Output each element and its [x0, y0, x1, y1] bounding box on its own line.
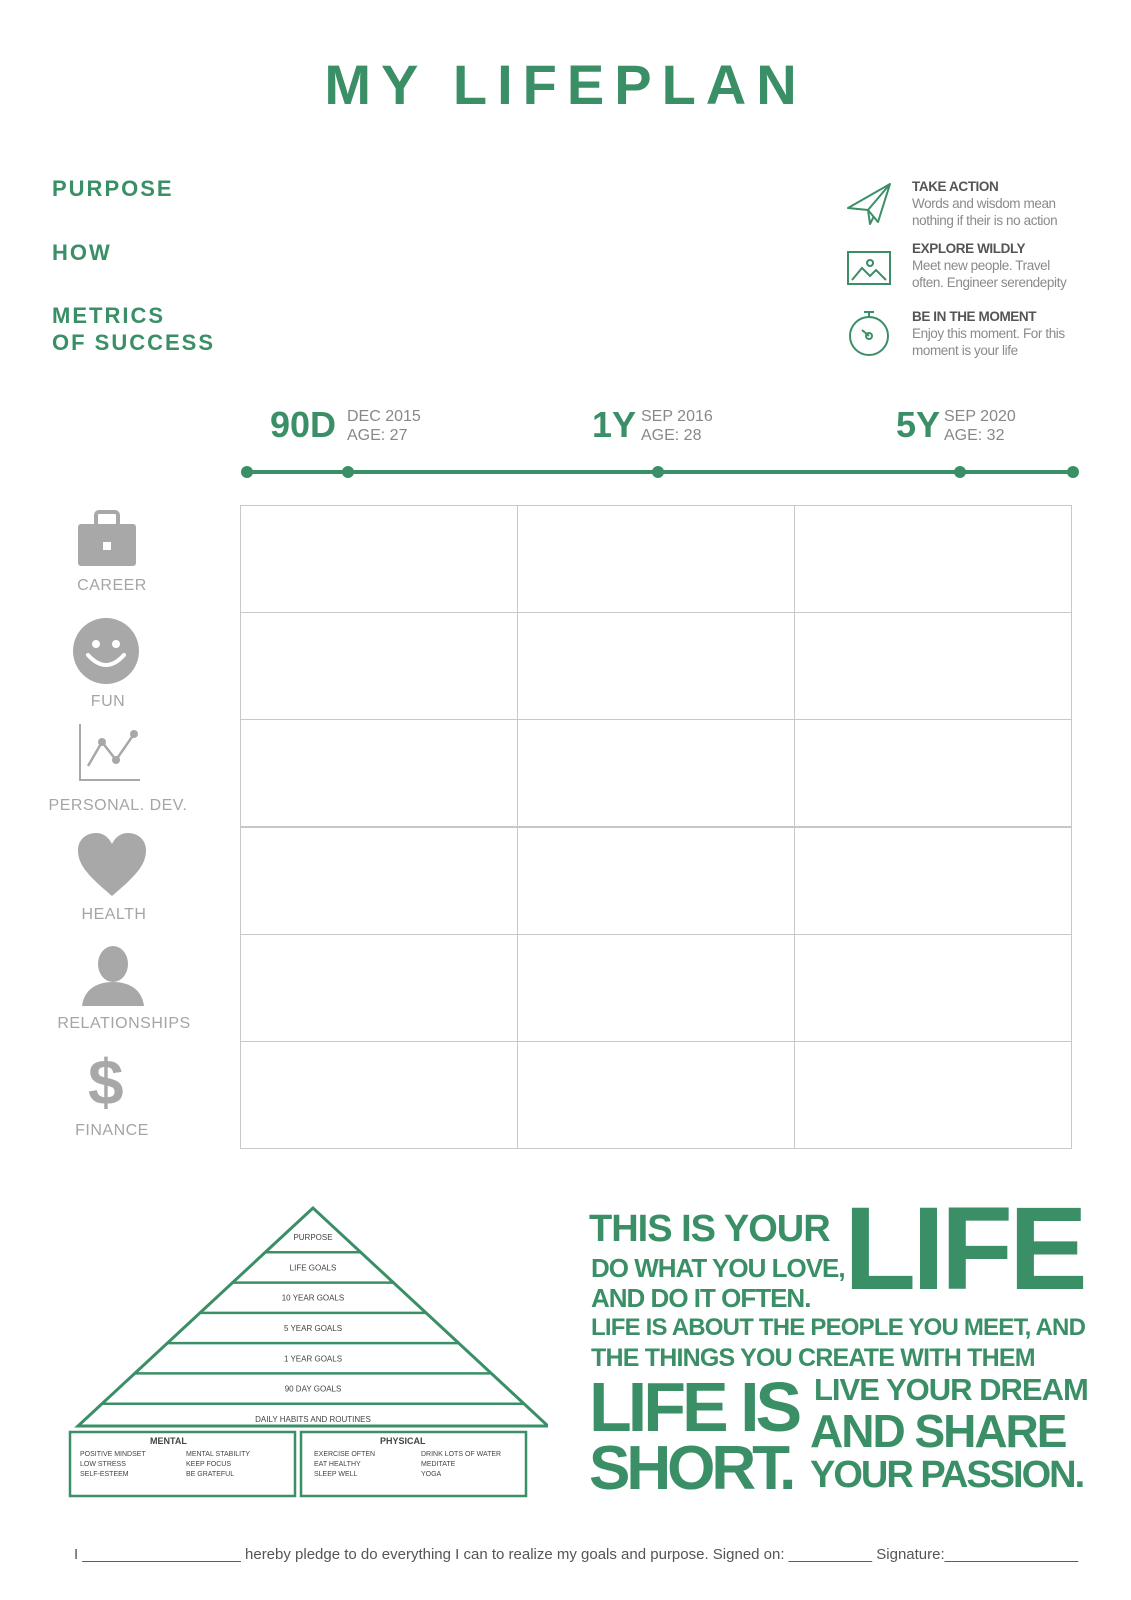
- milestone-date: SEP 2016: [641, 408, 713, 425]
- goal-cell[interactable]: [240, 1041, 518, 1149]
- category-label: FINANCE: [75, 1122, 149, 1139]
- quote-big-life: LIFE: [844, 1183, 1084, 1315]
- tip-heading: TAKE ACTION: [912, 179, 999, 194]
- person-icon: [80, 944, 146, 1010]
- tip-line: Enjoy this moment. For this: [912, 326, 1065, 341]
- goal-cell[interactable]: [794, 1041, 1072, 1149]
- milestone-age: AGE: 32: [944, 427, 1005, 444]
- goal-cell[interactable]: [517, 827, 795, 935]
- briefcase-icon: [76, 508, 138, 570]
- heart-icon: [76, 832, 148, 898]
- goal-cell[interactable]: [794, 934, 1072, 1042]
- pyramid-level-label: 10 YEAR GOALS: [281, 1293, 345, 1303]
- quote-big-line: LIFE IS: [589, 1368, 799, 1446]
- goals-pyramid: [68, 1200, 548, 1500]
- milestone-age: AGE: 27: [347, 427, 408, 444]
- mental-item: MENTAL STABILITY: [186, 1451, 251, 1458]
- physical-item: EAT HEALTHY: [314, 1461, 361, 1468]
- category-label: HEALTH: [81, 906, 147, 923]
- mental-item: KEEP FOCUS: [186, 1461, 231, 1468]
- timeline-start-dot: [241, 466, 253, 478]
- tip-line: Words and wisdom mean: [912, 196, 1056, 211]
- mental-title: MENTAL: [150, 1436, 187, 1446]
- pyramid-level-label: 1 YEAR GOALS: [283, 1354, 343, 1364]
- tip-heading: BE IN THE MOMENT: [912, 309, 1037, 324]
- tip-explore-wildly: [912, 240, 1112, 291]
- smiley-icon: [72, 617, 140, 685]
- milestone-code: 1Y: [592, 404, 637, 445]
- category-label: RELATIONSHIPS: [57, 1015, 191, 1032]
- goal-cell[interactable]: [240, 827, 518, 935]
- quote-line: LIFE IS ABOUT THE PEOPLE YOU MEET, AND: [591, 1314, 1086, 1341]
- physical-item: YOGA: [421, 1471, 442, 1478]
- mental-item: LOW STRESS: [80, 1461, 126, 1468]
- goal-cell[interactable]: [517, 934, 795, 1042]
- physical-item: DRINK LOTS OF WATER: [421, 1451, 502, 1458]
- category-label: FUN: [90, 693, 126, 710]
- goal-cell[interactable]: [794, 505, 1072, 613]
- tip-be-in-the-moment: [912, 308, 1112, 359]
- tip-heading: EXPLORE WILDLY: [912, 241, 1026, 256]
- pyramid-level-label: 5 YEAR GOALS: [283, 1324, 343, 1333]
- milestone-info: [944, 407, 1016, 445]
- goal-cell[interactable]: [517, 612, 795, 720]
- goal-cell[interactable]: [517, 505, 795, 613]
- goal-cell[interactable]: [794, 612, 1072, 720]
- physical-item: SLEEP WELL: [314, 1471, 358, 1478]
- mental-item: BE GRATEFUL: [186, 1471, 235, 1478]
- physical-item: MEDITATE: [421, 1461, 456, 1468]
- how-label: HOW: [52, 240, 112, 265]
- metrics-label: METRICS: [52, 303, 165, 328]
- tip-line: often. Engineer serendepity: [912, 275, 1067, 290]
- goal-cell[interactable]: [517, 1041, 795, 1149]
- picture-icon: [846, 248, 892, 288]
- timeline-dot-5y: [954, 466, 966, 478]
- pledge-line: I ___________________ hereby pledge to do everything I can to realize my goals and purpose. Signed on: __________ Signature:________________: [74, 1546, 1079, 1563]
- page-title: MY LIFEPLAN: [324, 53, 807, 116]
- goal-cell[interactable]: [794, 719, 1072, 827]
- pyramid-level-label: PURPOSE: [293, 1233, 333, 1243]
- physical-item: EXERCISE OFTEN: [314, 1451, 376, 1458]
- metrics-label-2: OF SUCCESS: [52, 330, 216, 355]
- category-label: CAREER: [77, 577, 147, 594]
- timeline: [235, 462, 1085, 482]
- goal-cell[interactable]: [240, 612, 518, 720]
- tip-take-action: [912, 178, 1112, 229]
- dollar-icon: $: [88, 1046, 124, 1118]
- milestone-date: DEC 2015: [347, 408, 421, 425]
- milestone-code: 90D: [270, 404, 337, 445]
- stopwatch-icon: [846, 308, 892, 358]
- pyramid-level-label: LIFE GOALS: [289, 1263, 337, 1273]
- timeline-dot-1y: [652, 466, 664, 478]
- physical-title: PHYSICAL: [380, 1436, 426, 1446]
- milestone-age: AGE: 28: [641, 427, 702, 444]
- goal-cell[interactable]: [517, 719, 795, 827]
- quote-line: LIVE YOUR DREAM: [814, 1372, 1088, 1407]
- purpose-label: PURPOSE: [52, 176, 174, 201]
- milestone-info: [641, 407, 713, 445]
- pyramid-level-label: DAILY HABITS AND ROUTINES: [255, 1414, 371, 1424]
- mental-item: POSITIVE MINDSET: [80, 1451, 146, 1458]
- paper-plane-icon: [846, 180, 894, 228]
- quote-line: YOUR PASSION.: [810, 1454, 1084, 1496]
- goal-cell[interactable]: [240, 505, 518, 613]
- quote-big-line: SHORT.: [589, 1434, 793, 1503]
- goals-grid: [240, 505, 1071, 1148]
- quote-line: DO WHAT YOU LOVE,: [591, 1253, 845, 1283]
- goal-cell[interactable]: [240, 934, 518, 1042]
- timeline-end-dot: [1067, 466, 1079, 478]
- timeline-dot-90d: [342, 466, 354, 478]
- tip-line: Meet new people. Travel: [912, 258, 1050, 273]
- tip-line: nothing if their is no action: [912, 213, 1058, 228]
- tip-line: moment is your life: [912, 343, 1018, 358]
- quote-line: AND DO IT OFTEN.: [591, 1283, 811, 1313]
- quote-line: THE THINGS YOU CREATE WITH THEM: [591, 1344, 1035, 1372]
- line-chart-icon: [76, 722, 142, 784]
- milestone-code: 5Y: [896, 404, 941, 445]
- goal-cell[interactable]: [240, 719, 518, 827]
- quote-line: THIS IS YOUR: [589, 1208, 830, 1250]
- milestone-date: SEP 2020: [944, 408, 1016, 425]
- mental-item: SELF-ESTEEM: [80, 1471, 129, 1478]
- category-label: PERSONAL. DEV.: [48, 797, 188, 814]
- milestone-info: [347, 407, 421, 445]
- pyramid-level-label: 90 DAY GOALS: [284, 1384, 342, 1394]
- quote-line: AND SHARE: [810, 1405, 1066, 1457]
- goal-cell[interactable]: [794, 827, 1072, 935]
